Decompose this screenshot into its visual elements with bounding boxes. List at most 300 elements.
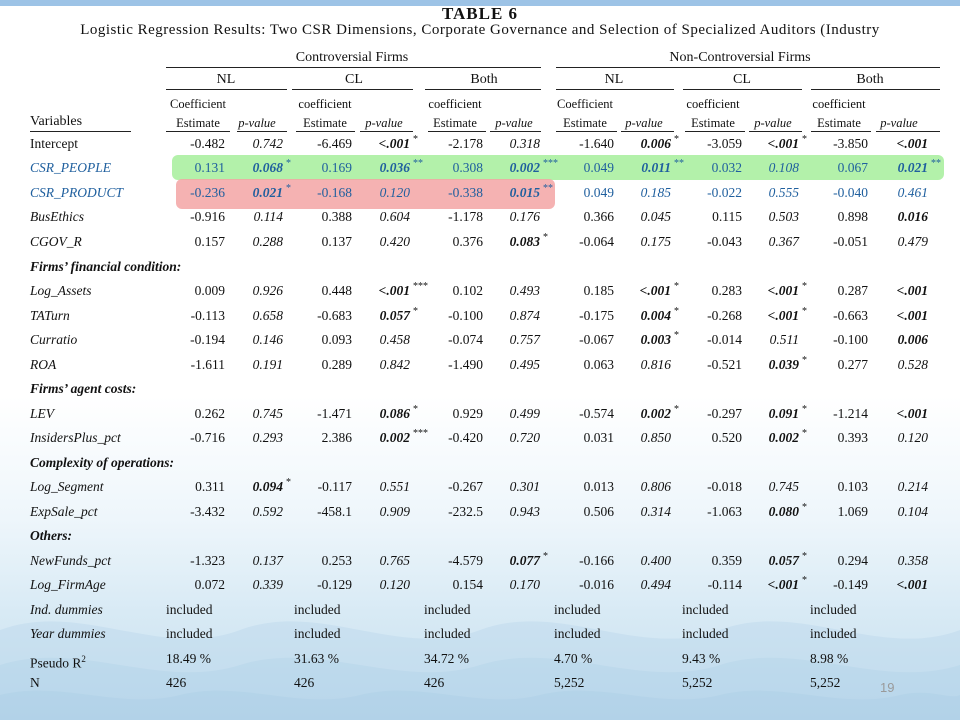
pvalue-text: 0.006 <box>640 136 671 151</box>
pvalue-value <box>591 429 671 447</box>
summary-value: 34.72 % <box>424 651 469 666</box>
pvalue-value <box>719 404 807 423</box>
pvalue-text: 0.175 <box>640 234 671 249</box>
significance-stars: * <box>802 502 807 513</box>
pvalue-value <box>848 356 928 374</box>
pvalue-text: 0.002 <box>640 406 671 421</box>
significance-stars: * <box>674 330 679 341</box>
pvalue-value <box>330 306 418 325</box>
rule-subgroup-0 <box>166 89 287 90</box>
pvalue-value <box>203 552 283 570</box>
pvalue-value <box>719 551 807 570</box>
pvalue-value <box>330 208 410 226</box>
summary-value: 5,252 <box>810 675 841 690</box>
pvalue-text: 0.002 <box>509 160 540 175</box>
estimate-value: -458.1 <box>317 504 352 519</box>
pvalue-text: 0.021 <box>897 160 928 175</box>
pvalue-value <box>330 331 410 349</box>
estimate-value: -0.482 <box>190 136 225 151</box>
estimate-value: -1.611 <box>190 357 225 372</box>
estimate-value: -0.018 <box>707 479 742 494</box>
estimate-value: 0.262 <box>194 406 225 421</box>
estimate-value: -0.521 <box>707 357 742 372</box>
estimate-value: -3.059 <box>707 136 742 151</box>
row-label-n: N <box>30 675 40 690</box>
significance-stars: * <box>802 281 807 292</box>
row-label-log-segment: Log_Segment <box>30 479 104 494</box>
pvalue-value <box>460 208 540 226</box>
estimate-value: -0.267 <box>448 479 483 494</box>
estimate-value: -0.064 <box>579 234 614 249</box>
estimate-value: 0.049 <box>583 160 614 175</box>
estimate-value: -0.040 <box>833 185 868 200</box>
pvalue-value <box>460 307 540 325</box>
pvalue-value <box>591 134 679 153</box>
pvalue-value <box>719 208 799 226</box>
pvalue-value <box>848 478 928 496</box>
row-label-csr-people: CSR_PEOPLE <box>30 160 111 175</box>
pvalue-text: <.001 <box>378 283 410 298</box>
pvalue-value <box>848 503 928 521</box>
summary-value: 8.98 % <box>810 651 849 666</box>
significance-stars: *** <box>543 158 558 169</box>
rule-subgroup-3 <box>556 89 674 90</box>
rule-header-0 <box>166 131 230 132</box>
pvalue-text: <.001 <box>767 136 799 151</box>
pvalue-text: 0.146 <box>252 332 283 347</box>
pvalue-value <box>460 135 540 153</box>
section-heading: Firms’ agent costs: <box>30 381 137 396</box>
estimate-value: 0.520 <box>711 430 742 445</box>
significance-stars: *** <box>413 428 428 439</box>
pvalue-value <box>330 478 410 496</box>
pvalue-value <box>203 503 283 521</box>
estimate-value: -0.236 <box>190 185 225 200</box>
significance-stars: * <box>802 355 807 366</box>
pvalue-value <box>591 184 671 202</box>
pvalue-text: 0.926 <box>252 283 283 298</box>
row-label-log-firmage: Log_FirmAge <box>30 577 106 592</box>
group-header-non-controversial: Non-Controversial Firms <box>669 50 811 65</box>
estimate-value: -0.043 <box>707 234 742 249</box>
estimate-value: -0.166 <box>579 553 614 568</box>
pvalue-value <box>460 282 540 300</box>
pvalue-text: 0.045 <box>640 209 671 224</box>
pvalue-value <box>848 158 941 177</box>
rule-header-1 <box>237 131 287 132</box>
estimate-value: -0.051 <box>833 234 868 249</box>
pvalue-text: 0.011 <box>641 160 671 175</box>
estimate-value: -0.100 <box>833 332 868 347</box>
pvalue-text: 0.057 <box>768 553 799 568</box>
row-label-lev: LEV <box>30 406 55 421</box>
pvalue-value <box>460 405 540 423</box>
pvalue-text: 0.555 <box>768 185 799 200</box>
pvalue-header-5: p-value <box>880 116 918 130</box>
rule-header-4 <box>428 131 486 132</box>
rule-subgroup-4 <box>683 89 802 90</box>
estimate-header-3: Estimate <box>563 116 607 130</box>
pvalue-value <box>591 404 679 423</box>
summary-value: included <box>424 602 471 617</box>
pvalue-text: 0.120 <box>379 577 410 592</box>
estimate-value: 0.063 <box>583 357 614 372</box>
pvalue-text: 0.757 <box>509 332 540 347</box>
rule-header-11 <box>876 131 940 132</box>
row-label-curratio: Curratio <box>30 332 78 347</box>
estimate-value: 2.386 <box>321 430 352 445</box>
estimate-value: -0.100 <box>448 308 483 323</box>
pvalue-value <box>203 208 283 226</box>
estimate-value: 0.137 <box>321 234 352 249</box>
pvalue-value <box>848 307 928 325</box>
estimate-value: 0.289 <box>321 357 352 372</box>
pvalue-text: 0.016 <box>897 209 928 224</box>
pvalue-value <box>460 183 553 202</box>
pvalue-value <box>330 576 410 594</box>
subgroup-header-nl-0: NL <box>216 72 236 87</box>
pvalue-text: 0.080 <box>768 504 799 519</box>
estimate-value: -0.014 <box>707 332 742 347</box>
pvalue-value <box>719 478 799 496</box>
coef-header-5: coefficient <box>812 97 866 111</box>
pvalue-text: <.001 <box>896 577 928 592</box>
estimate-value: 0.277 <box>837 357 868 372</box>
pvalue-text: 0.742 <box>252 136 283 151</box>
pvalue-value <box>719 233 799 251</box>
estimate-value: -0.574 <box>579 406 614 421</box>
estimate-value: 0.283 <box>711 283 742 298</box>
pvalue-text: <.001 <box>767 308 799 323</box>
significance-stars: ** <box>931 158 941 169</box>
estimate-value: 0.448 <box>321 283 352 298</box>
pvalue-text: 0.528 <box>897 357 928 372</box>
estimate-value: 0.102 <box>452 283 483 298</box>
pvalue-text: 0.850 <box>640 430 671 445</box>
row-label-taturn: TATurn <box>30 308 70 323</box>
section-heading: Firms’ financial condition: <box>30 259 182 274</box>
significance-stars: * <box>543 551 548 562</box>
significance-stars: * <box>802 551 807 562</box>
pvalue-text: 0.499 <box>509 406 540 421</box>
estimate-value: -0.149 <box>833 577 868 592</box>
pvalue-text: 0.176 <box>509 209 540 224</box>
coef-header-4: coefficient <box>686 97 740 111</box>
pvalue-text: 0.367 <box>768 234 799 249</box>
significance-stars: * <box>802 428 807 439</box>
significance-stars: * <box>413 404 418 415</box>
rule-header-10 <box>811 131 871 132</box>
pvalue-header-4: p-value <box>754 116 792 130</box>
pvalue-value <box>330 552 410 570</box>
pvalue-text: 0.420 <box>379 234 410 249</box>
pvalue-value <box>591 158 684 177</box>
pvalue-text: <.001 <box>639 283 671 298</box>
significance-stars: * <box>802 404 807 415</box>
row-label-insidersplus-pct: InsidersPlus_pct <box>30 430 121 445</box>
estimate-value: -0.297 <box>707 406 742 421</box>
pvalue-value <box>719 502 807 521</box>
table-subtitle: Logistic Regression Results: Two CSR Dimensions, Corporate Governance and Selection of Specialized Auditors (Industry <box>80 22 880 38</box>
pvalue-value <box>848 429 928 447</box>
estimate-value: -0.663 <box>833 308 868 323</box>
significance-stars: * <box>674 281 679 292</box>
pvalue-text: 0.461 <box>897 185 928 200</box>
pvalue-text: 0.039 <box>768 357 799 372</box>
rule-header-7 <box>621 131 674 132</box>
estimate-value: 0.032 <box>711 160 742 175</box>
pvalue-text: 0.104 <box>897 504 928 519</box>
pvalue-text: 0.006 <box>897 332 928 347</box>
section-heading: Others: <box>30 528 73 543</box>
estimate-value: 0.185 <box>583 283 614 298</box>
summary-value: included <box>294 602 341 617</box>
pvalue-value <box>460 503 540 521</box>
summary-value: included <box>294 626 341 641</box>
pvalue-text: 0.137 <box>252 553 283 568</box>
table-title: TABLE 6 <box>441 4 519 23</box>
pvalue-text: 0.108 <box>768 160 799 175</box>
pvalue-text: 0.842 <box>379 357 410 372</box>
estimate-value: -0.022 <box>707 185 742 200</box>
estimate-value: 0.115 <box>712 209 742 224</box>
pvalue-value <box>591 208 671 226</box>
pvalue-text: 0.057 <box>379 308 410 323</box>
pvalue-value <box>591 233 671 251</box>
rule-subgroup-2 <box>425 89 541 90</box>
significance-stars: * <box>543 232 548 243</box>
pvalue-value <box>719 355 807 374</box>
estimate-header-2: Estimate <box>433 116 477 130</box>
estimate-value: -232.5 <box>448 504 483 519</box>
pvalue-value <box>460 551 548 570</box>
pvalue-text: <.001 <box>767 283 799 298</box>
pvalue-value <box>719 428 807 447</box>
estimate-value: -0.916 <box>190 209 225 224</box>
pvalue-text: <.001 <box>896 136 928 151</box>
pvalue-header-2: p-value <box>495 116 533 130</box>
row-label-intercept: Intercept <box>30 136 78 151</box>
estimate-value: -0.175 <box>579 308 614 323</box>
estimate-header-0: Estimate <box>176 116 220 130</box>
pvalue-value <box>460 429 540 447</box>
rule-header-2 <box>296 131 355 132</box>
pvalue-value <box>203 135 283 153</box>
pvalue-header-3: p-value <box>625 116 663 130</box>
pvalue-text: 0.094 <box>252 479 283 494</box>
pvalue-value <box>848 233 928 251</box>
pvalue-text: 0.493 <box>509 283 540 298</box>
pvalue-text: 0.551 <box>379 479 410 494</box>
variables-header: Variables <box>30 114 83 129</box>
pvalue-text: 0.015 <box>509 185 540 200</box>
significance-stars: ** <box>543 183 553 194</box>
row-label-newfunds-pct: NewFunds_pct <box>30 553 111 568</box>
pvalue-text: 0.503 <box>768 209 799 224</box>
pvalue-value <box>848 135 928 153</box>
significance-stars: * <box>802 306 807 317</box>
pvalue-text: 0.592 <box>252 504 283 519</box>
pvalue-text: 0.214 <box>897 479 928 494</box>
page-number: 19 <box>880 680 895 695</box>
pvalue-text: 0.495 <box>509 357 540 372</box>
pvalue-value <box>203 477 291 496</box>
pvalue-value <box>719 281 807 300</box>
rule-header-9 <box>749 131 802 132</box>
summary-value: 5,252 <box>554 675 585 690</box>
subgroup-header-cl-4: CL <box>733 72 751 87</box>
subgroup-header-nl-3: NL <box>604 72 624 87</box>
pvalue-value <box>719 306 807 325</box>
estimate-value: -0.338 <box>448 185 483 200</box>
summary-value: included <box>166 626 213 641</box>
pvalue-value <box>330 404 418 423</box>
pvalue-text: 0.021 <box>252 185 283 200</box>
pvalue-text: 0.909 <box>379 504 410 519</box>
rule-header-3 <box>360 131 413 132</box>
pvalue-value <box>203 158 291 177</box>
estimate-value: 0.388 <box>321 209 352 224</box>
pvalue-value <box>330 503 410 521</box>
estimate-value: 0.072 <box>194 577 225 592</box>
row-label-csr-product: CSR_PRODUCT <box>30 185 124 200</box>
significance-stars: * <box>413 306 418 317</box>
pvalue-text: 0.358 <box>897 553 928 568</box>
pvalue-value <box>719 159 799 177</box>
pvalue-text: 0.191 <box>252 357 283 372</box>
rule-non-controversial <box>556 67 940 68</box>
estimate-value: -3.432 <box>190 504 225 519</box>
pvalue-value <box>460 158 558 177</box>
pvalue-value <box>719 184 799 202</box>
estimate-value: -0.683 <box>317 308 352 323</box>
pvalue-text: 0.068 <box>252 160 283 175</box>
pvalue-value <box>203 331 283 349</box>
pvalue-text: 0.077 <box>509 553 540 568</box>
estimate-value: -0.716 <box>190 430 225 445</box>
pvalue-text: 0.318 <box>509 136 540 151</box>
pvalue-text: <.001 <box>896 308 928 323</box>
row-label-pseudo-r: Pseudo $R^2$ <box>30 654 86 671</box>
estimate-value: -1.471 <box>317 406 352 421</box>
pvalue-text: 0.314 <box>640 504 671 519</box>
estimate-value: 0.898 <box>837 209 868 224</box>
estimate-value: 0.103 <box>837 479 868 494</box>
rule-header-6 <box>556 131 617 132</box>
estimate-header-4: Estimate <box>691 116 735 130</box>
pvalue-value <box>848 405 928 423</box>
pvalue-text: 0.745 <box>252 406 283 421</box>
rule-header-5 <box>490 131 541 132</box>
pvalue-text: 0.120 <box>897 430 928 445</box>
summary-value: included <box>810 602 857 617</box>
pvalue-value <box>330 233 410 251</box>
coef-header-3: Coefficient <box>557 97 613 111</box>
pvalue-value <box>848 331 928 349</box>
pvalue-text: 0.511 <box>769 332 799 347</box>
pvalue-text: 0.458 <box>379 332 410 347</box>
pvalue-text: 0.185 <box>640 185 671 200</box>
estimate-value: 0.067 <box>837 160 868 175</box>
estimate-value: 0.049 <box>583 185 614 200</box>
pvalue-text: 0.120 <box>379 185 410 200</box>
estimate-value: -1.323 <box>190 553 225 568</box>
estimate-value: 0.294 <box>837 553 868 568</box>
estimate-value: 0.253 <box>321 553 352 568</box>
estimate-value: -0.194 <box>190 332 225 347</box>
pvalue-value <box>203 282 283 300</box>
pvalue-text: 0.036 <box>379 160 410 175</box>
summary-value: included <box>682 626 729 641</box>
pvalue-text: <.001 <box>378 136 410 151</box>
pvalue-value <box>719 134 807 153</box>
pvalue-text: 0.083 <box>509 234 540 249</box>
pvalue-text: <.001 <box>896 283 928 298</box>
summary-value: 9.43 % <box>682 651 721 666</box>
estimate-value: -0.113 <box>190 308 225 323</box>
estimate-value: -0.168 <box>317 185 352 200</box>
significance-stars: * <box>286 477 291 488</box>
estimate-value: 0.393 <box>837 430 868 445</box>
pvalue-text: <.001 <box>896 406 928 421</box>
estimate-value: -0.074 <box>448 332 483 347</box>
pvalue-value <box>591 576 671 594</box>
pvalue-value <box>203 576 283 594</box>
significance-stars: ** <box>674 158 684 169</box>
estimate-value: -6.469 <box>317 136 352 151</box>
pvalue-value <box>591 356 671 374</box>
pvalue-text: 0.339 <box>252 577 283 592</box>
pvalue-value <box>848 184 928 202</box>
pvalue-text: 0.170 <box>509 577 540 592</box>
pvalue-value <box>330 184 410 202</box>
estimate-value: -2.178 <box>448 136 483 151</box>
pvalue-value <box>203 183 291 202</box>
estimate-value: 0.157 <box>194 234 225 249</box>
row-label-roa: ROA <box>30 357 57 372</box>
superscript: 2 <box>81 654 86 664</box>
significance-stars: * <box>674 404 679 415</box>
rule-header-8 <box>685 131 745 132</box>
pvalue-text: 0.400 <box>640 553 671 568</box>
row-label-busethics: BusEthics <box>30 209 84 224</box>
summary-value: included <box>554 602 601 617</box>
pvalue-value <box>591 281 679 300</box>
estimate-value: -1.214 <box>833 406 868 421</box>
estimate-value: -0.114 <box>707 577 742 592</box>
pvalue-value <box>591 330 679 349</box>
estimate-value: -0.268 <box>707 308 742 323</box>
pvalue-value <box>460 478 540 496</box>
summary-value: included <box>682 602 729 617</box>
estimate-value: 0.366 <box>583 209 614 224</box>
pvalue-value <box>848 282 928 300</box>
estimate-value: -0.420 <box>448 430 483 445</box>
pvalue-text: 0.288 <box>252 234 283 249</box>
pvalue-value <box>203 233 283 251</box>
summary-value: 18.49 % <box>166 651 211 666</box>
estimate-value: 0.031 <box>583 430 614 445</box>
summary-value: included <box>166 602 213 617</box>
pvalue-text: 0.720 <box>509 430 540 445</box>
estimate-value: -1.640 <box>579 136 614 151</box>
estimate-value: 0.506 <box>583 504 614 519</box>
summary-value: included <box>424 626 471 641</box>
pvalue-value <box>591 552 671 570</box>
pvalue-value <box>330 428 428 447</box>
row-label-ind-dummies: Ind. dummies <box>30 602 103 617</box>
pvalue-text: 0.002 <box>379 430 410 445</box>
